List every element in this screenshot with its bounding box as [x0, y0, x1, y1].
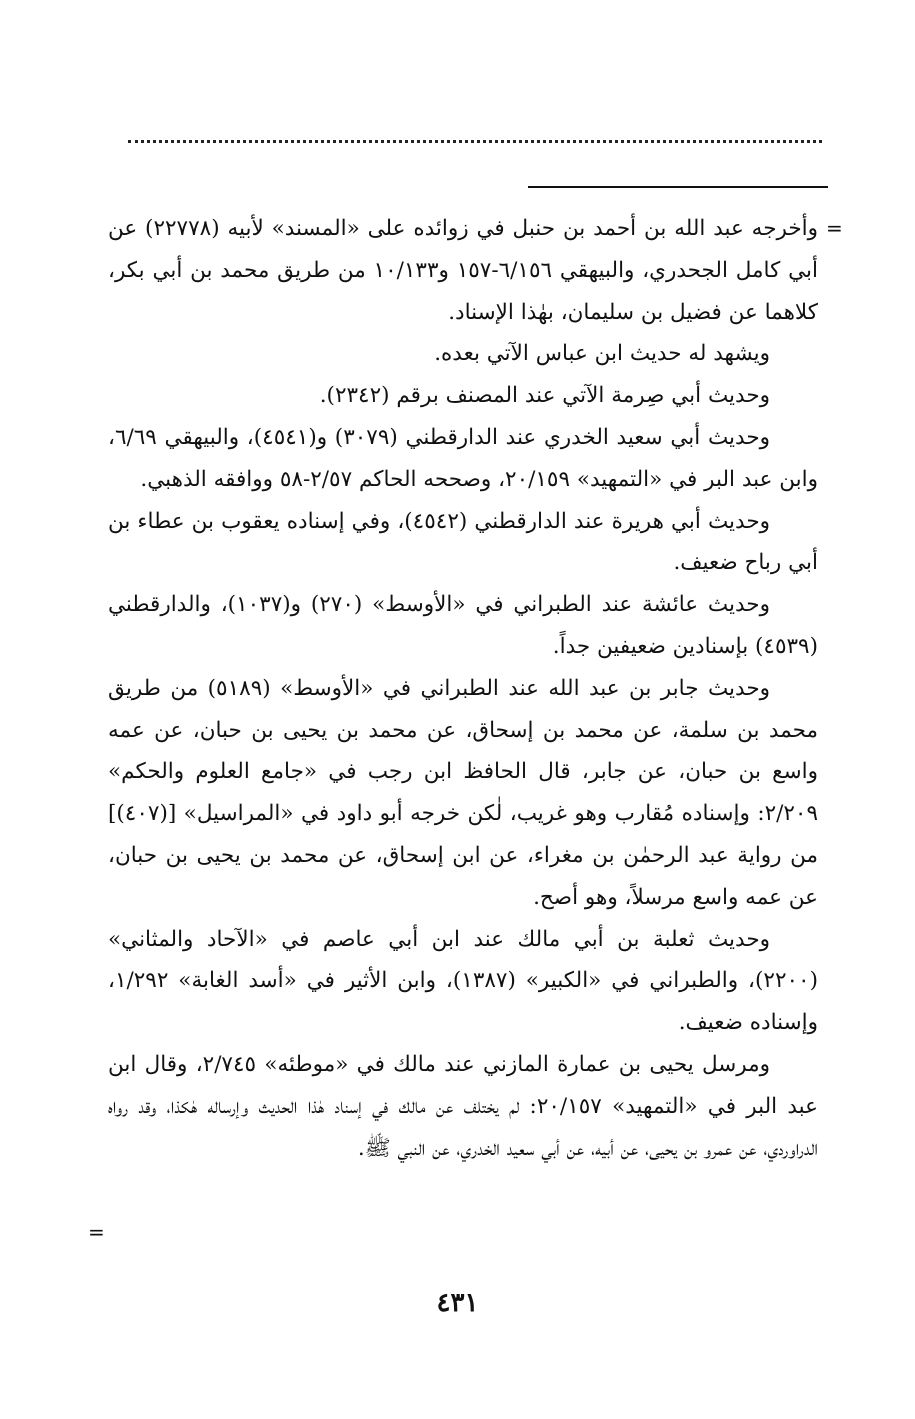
paragraph: وحديث ثعلبة بن أبي مالك عند ابن أبي عاصم في «الآحاد والمثاني» (٢٢٠٠)، والطبراني في «الكبير» (١٣٨٧)، وابن الأثير في «أسد الغابة» ١/٢٩٢، وإسناده ضعيف.: [108, 926, 818, 1036]
paragraph: ومرسل يحيى بن عمارة المازني عند مالك في «موطئه» ٢/٧٤٥، وقال ابن عبد البر في «التمهيد» ٢٠/١٥٧: لم يختلف عن مالك في إسناد هٰذا الحديث وإرساله هٰكذا، وقد رواه الدراوردي، عن عمرو بن يحيى، عن أبيه، عن أبي سعيد الخدري، عن النبي ﷺ.: [108, 1051, 818, 1161]
footnote-rule: [528, 186, 828, 188]
footnote-body: [108, 208, 818, 1169]
paragraph: وحديث أبي سعيد الخدري عند الدارقطني (٣٠٧٩) و(٤٥٤١)، والبيهقي ٦/٦٩، وابن عبد البر في «التمهيد» ٢٠/١٥٩، وصححه الحاكم ٢/٥٧-٥٨ ووافقه الذهبي.: [108, 424, 818, 492]
continuation-marker-bottom: =: [88, 1220, 105, 1244]
paragraph: وحديث عائشة عند الطبراني في «الأوسط» (٢٧٠) و(١٠٣٧)، والدارقطني (٤٥٣٩) بإسنادين ضعيفين جداً.: [108, 592, 818, 659]
page-number: ٤٣١: [436, 1288, 479, 1318]
paragraph: وأخرجه عبد الله بن أحمد بن حنبل في زوائده على «المسند» لأبيه (٢٢٧٧٨) عن أبي كامل الجحدري، والبيهقي ٦/١٥٦-١٥٧ و١٠/١٣٣ من طريق محمد بن أبي بكر، كلاهما عن فضيل بن سليمان، بهٰذا الإسناد.: [108, 216, 819, 325]
paragraph: وحديث أبي صِرمة الآتي عند المصنف برقم (٢٣٤٢).: [319, 383, 770, 409]
paragraph: وحديث أبي هريرة عند الدارقطني (٤٥٤٢)، وفي إسناده يعقوب بن عطاء بن أبي رباح ضعيف.: [108, 508, 818, 576]
paragraph: ويشهد له حديث ابن عباس الآتي بعده.: [434, 341, 770, 367]
dotted-separator: [128, 140, 822, 143]
paragraph: وحديث جابر بن عبد الله عند الطبراني في «الأوسط» (٥١٨٩) من طريق محمد بن سلمة، عن محمد بن إسحاق، عن محمد بن يحيى بن حبان، عن عمه واسع بن حبان، عن جابر، قال الحافظ ابن رجب في «جامع العلوم والحكم» ٢/٢٠٩: وإسناده مُقارب وهو غريب، لٰكن خرجه أبو داود في «المراسيل» [(٤٠٧)] من رواية عبد الرحمٰن بن مغراء، عن ابن إسحاق، عن محمد بن يحيى بن حبان، عن عمه واسع مرسلاً، وهو أصح.: [108, 675, 818, 910]
continuation-marker-top: =: [826, 216, 843, 240]
